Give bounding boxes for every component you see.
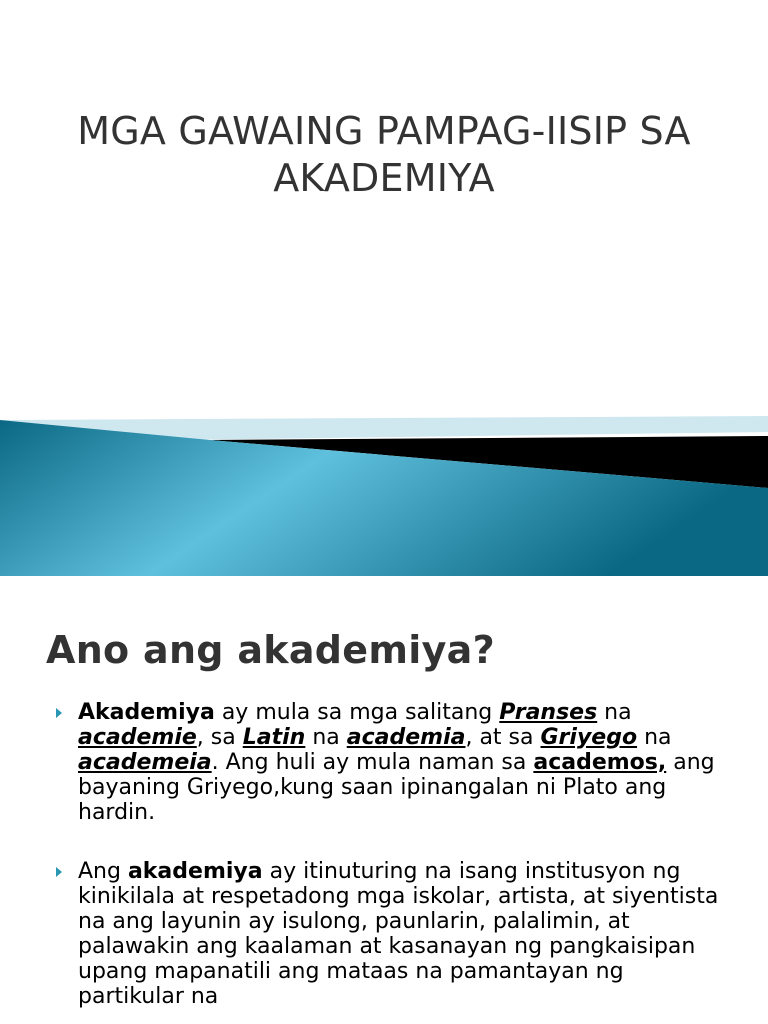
text-segment: na <box>597 700 632 725</box>
text-segment: ay mula sa mga salitang <box>214 700 500 725</box>
text-segment: na <box>637 725 672 750</box>
term-pranses: Pranses <box>499 700 598 725</box>
term-akademiya: akademiya <box>127 859 263 884</box>
text-segment: ang bayaning Griyego,kung saan ipinangalan ni Plato ang hardin. <box>78 750 715 825</box>
text-segment: , sa <box>196 725 243 750</box>
triangle-bullet-icon <box>56 867 62 877</box>
term-academos: academos, <box>533 750 667 775</box>
content-slide-heading: Ano ang akademiya? <box>46 628 495 672</box>
term-latin: Latin <box>242 725 306 750</box>
term-academia: academia <box>346 725 466 750</box>
term-academie: academie <box>78 725 197 750</box>
bullet-item-definition <box>54 859 734 1009</box>
text-segment: Ang <box>78 859 128 884</box>
bullet-list <box>54 700 734 1009</box>
triangle-bullet-icon <box>56 708 62 718</box>
text-segment: na <box>305 725 347 750</box>
text-segment: , at sa <box>465 725 541 750</box>
text-segment: . Ang huli ay mula naman sa <box>211 750 534 775</box>
decorative-wave-banner <box>0 400 768 576</box>
term-akademiya: Akademiya <box>78 700 215 725</box>
term-griyego: Griyego <box>540 725 638 750</box>
content-slide <box>0 576 768 1024</box>
title-slide-heading: MGA GAWAING PAMPAG-IISIP SA AKADEMIYA <box>77 109 691 200</box>
text-segment: ay itinuturing na isang institusyon ng kinikilala at respetadong mga iskolar, artista, at siyentista na ang layunin ay isulong, paunlarin, palalimin, at palawakin ang kaalaman at kasanayan ng pangkaisipan upang mapanatili ang mataas na pamantayan ng partikular na <box>78 859 719 1009</box>
bullet-item-etymology <box>54 700 734 825</box>
term-academeia: academeia <box>78 750 212 775</box>
